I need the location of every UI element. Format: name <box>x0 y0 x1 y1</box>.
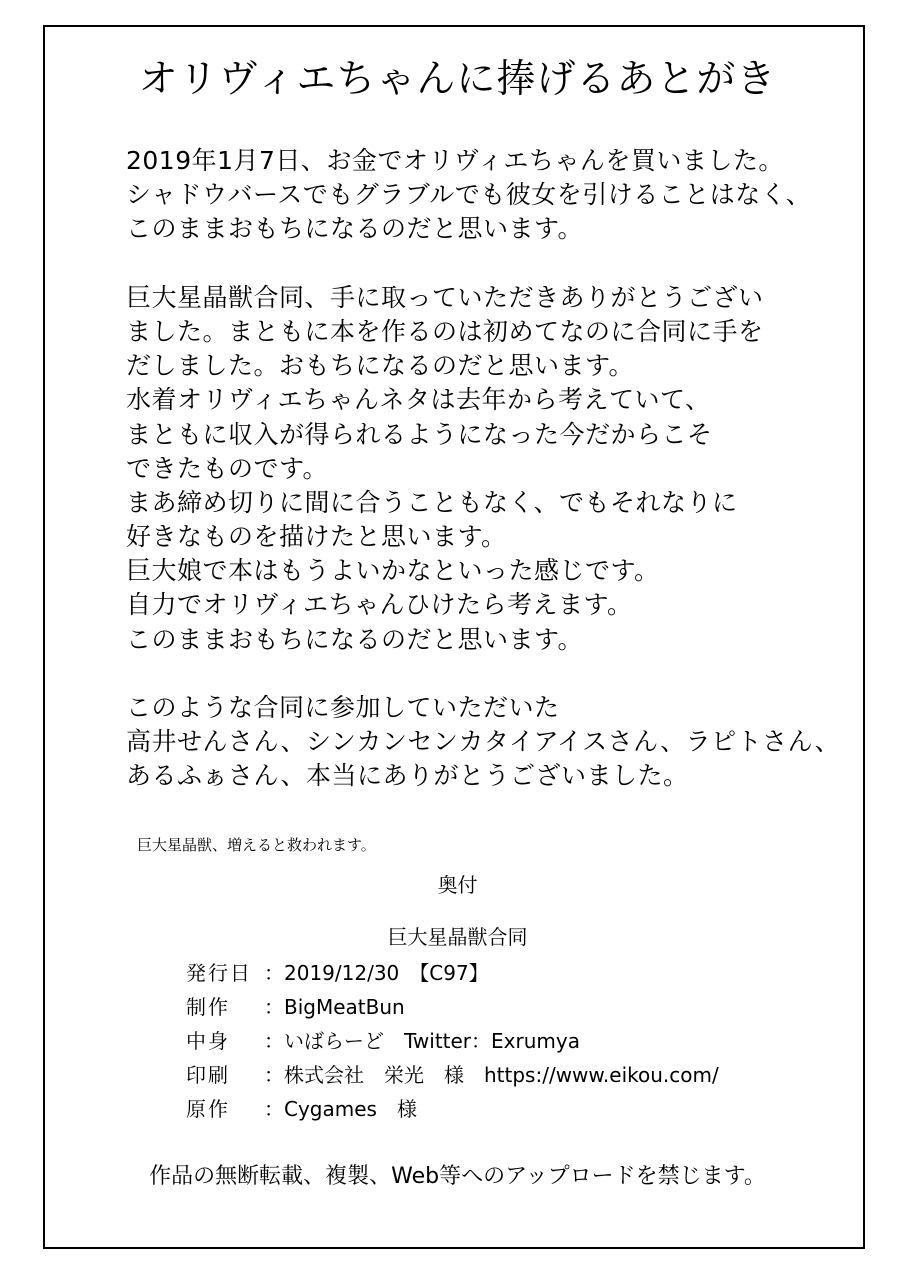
colophon-book-title: 巨大星晶獣合同 <box>387 925 528 949</box>
text-line: このままおもちになるのだと思います。 <box>126 624 584 654</box>
text-line: ました。まともに本を作るのは初めてなのに合同に手を <box>126 316 764 346</box>
text-line: 巨大娘で本はもうよいかなといった感じです。 <box>126 556 660 586</box>
colophon-row-contents <box>186 1024 719 1058</box>
colophon-value: ：いばらーど Twitter：Exrumya <box>264 1029 580 1053</box>
colophon-value: ：Cygames 様 <box>264 1097 417 1121</box>
text-line: 2019年1月7日、お金でオリヴィエちゃんを買いました。 <box>126 146 784 175</box>
colophon-table <box>186 956 719 1126</box>
paragraph-spacer <box>126 657 826 691</box>
text-line: 高井せんさん、シンカンセンカタイアイスさん、ラピトさん、 <box>126 727 841 757</box>
colophon-value: ：株式会社 栄光 様 https://www.eikou.com/ <box>264 1063 719 1087</box>
colophon-label: 発行日 <box>186 961 252 985</box>
colophon-label: 原作 <box>186 1097 230 1121</box>
colophon-label: 中身 <box>186 1029 230 1053</box>
text-line: 好きなものを描けたと思います。 <box>126 522 507 552</box>
text-line: まあ締め切りに間に合うこともなく、でもそれなりに <box>126 487 738 517</box>
paragraph-spacer <box>126 247 826 281</box>
text-line: だしました。おもちになるのだと思います。 <box>126 351 635 381</box>
text-line: 自力でオリヴィエちゃんひけたら考えます。 <box>126 590 633 620</box>
colophon-label: 制作 <box>186 995 230 1019</box>
afterword-body <box>126 144 841 794</box>
text-line: シャドウバースでもグラブルでも彼女を引けることはなく、 <box>126 180 812 210</box>
paragraph-2 <box>126 281 826 657</box>
colophon-row-printer <box>186 1058 719 1092</box>
colophon-label: 印刷 <box>186 1063 230 1087</box>
text-line: このような合同に参加していただいた <box>126 693 560 722</box>
paragraph-1 <box>126 144 826 247</box>
text-line: まともに収入が得られるようになった今だからこそ <box>126 419 713 449</box>
text-line: 水着オリヴィエちゃんネタは去年から考えていて、 <box>126 385 711 415</box>
colophon-row-date <box>186 956 719 990</box>
text-line: できたものです。 <box>126 453 329 483</box>
colophon-row-original <box>186 1092 719 1126</box>
colophon-value: ：2019/12/30 【C97】 <box>264 961 489 985</box>
text-line: あるふぁさん、本当にありがとうございました。 <box>126 761 689 791</box>
side-note: 巨大星晶獣、増えると救われます。 <box>137 836 376 854</box>
colophon-value: ：BigMeatBun <box>264 995 405 1019</box>
colophon-heading: 奥付 <box>437 873 478 897</box>
paragraph-3 <box>126 691 841 794</box>
page-title: オリヴィエちゃんに捧げるあとがき <box>138 57 777 102</box>
copyright-notice: 作品の無断転載、複製、Web等へのアップロードを禁じます。 <box>149 1164 766 1189</box>
colophon-row-production <box>186 990 719 1024</box>
text-line: 巨大星晶獣合同、手に取っていただきありがとうござい <box>126 282 764 312</box>
text-line: このままおもちになるのだと思います。 <box>126 214 584 244</box>
